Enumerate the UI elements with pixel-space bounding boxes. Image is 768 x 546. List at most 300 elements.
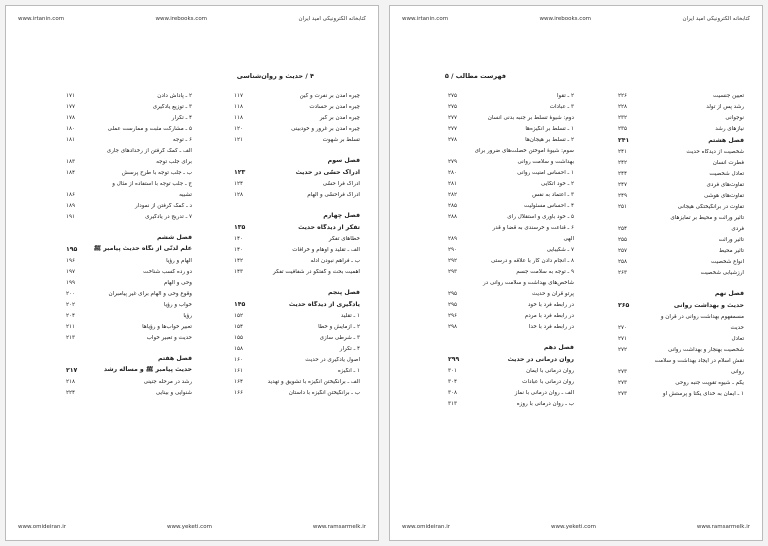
toc-entry[interactable] [66, 189, 192, 200]
page-header [402, 14, 750, 24]
toc-entry-title: انواع شخصیت [711, 258, 744, 265]
page-title: ۴ / حدیث و روان‌شناسی [236, 72, 314, 80]
toc-entry-title: روان درمانی با عبادات [522, 378, 574, 385]
toc-entry-title: در رابطه فرد با خود [527, 301, 574, 308]
toc-entry[interactable] [448, 365, 574, 376]
toc-page-number: ۱۸۱ [66, 136, 76, 143]
toc-column-left [448, 90, 574, 409]
toc-entry-title: ۴ ـ احساس مسئولیت [524, 202, 574, 209]
toc-page-number: ۳۱۳ [448, 400, 458, 407]
toc-entry[interactable] [66, 211, 192, 222]
toc-entry-title: الهی [563, 235, 574, 242]
toc-page-number: ۲۹۵ [448, 290, 458, 297]
toc-entry-title: ۲ ـ خود اتکایی [541, 180, 574, 187]
toc-entry[interactable] [618, 311, 744, 322]
toc-entry-title: ۲ ـ تقوا [556, 92, 574, 99]
toc-page-number: ۲۰۲ [66, 301, 76, 308]
toc-page-number: ۲۵۴ [618, 225, 628, 232]
toc-page-number: ۲۹۵ [448, 301, 458, 308]
toc-entry[interactable] [618, 267, 744, 278]
toc-page-number: ۳۰۱ [448, 367, 458, 374]
toc-page-number: ۱۲۳ [234, 168, 246, 176]
toc-entry[interactable] [66, 90, 192, 101]
toc-entry[interactable] [618, 157, 744, 168]
toc-page-number: ۲۸۹ [448, 235, 458, 242]
toc-page-number: ۲۰۴ [66, 312, 76, 319]
toc-page-number: ۱۳۵ [234, 223, 246, 231]
toc-entry-title: برای جلب توجه [156, 158, 192, 165]
toc-page-number: ۳۰۴ [448, 378, 458, 385]
toc-page-number: ۱۹۵ [66, 245, 78, 253]
toc-page-number: ۱۵۵ [234, 334, 244, 341]
toc-entry[interactable] [234, 354, 360, 365]
toc-page-number: ۱۴۵ [234, 300, 246, 308]
toc-entry-title: شخصیت بهنجار و بهداشت روانی [668, 346, 744, 353]
toc-entry-title: فصل چهارم [323, 211, 360, 219]
toc-page-number: ۲۹۳ [448, 268, 458, 275]
toc-entry[interactable] [234, 365, 360, 376]
toc-entry[interactable] [234, 343, 360, 354]
toc-heading[interactable] [234, 209, 360, 221]
right-page [389, 5, 763, 541]
toc-page-number: ۲۷۵ [448, 103, 458, 110]
toc-entry-title: خواب و رؤیا [163, 301, 192, 308]
toc-entry[interactable] [66, 288, 192, 299]
toc-heading[interactable] [66, 364, 192, 376]
toc-entry-title: حدیث [730, 324, 744, 331]
toc-entry-title: رشد در مرحله جنینی [143, 378, 192, 385]
toc-heading[interactable] [234, 286, 360, 298]
footer-link-center[interactable]: www.yeketi.com [167, 524, 212, 530]
toc-entry[interactable] [618, 256, 744, 267]
toc-entry[interactable] [618, 366, 744, 377]
toc-entry[interactable] [448, 277, 574, 288]
toc-entry[interactable] [66, 310, 192, 321]
toc-entry-title: ۷ ـ تدریج در یادگیری [145, 213, 192, 220]
header-library-name: کتابخانه الکترونیکی امید ایران [298, 16, 366, 22]
toc-entry-title: نقش اسلام در ایجاد بهداشت و سلامت [654, 357, 744, 364]
toc-heading[interactable] [234, 154, 360, 166]
toc-entry[interactable] [448, 178, 574, 189]
toc-entry-title: فصل هفتم [158, 354, 192, 362]
toc-entry[interactable] [618, 168, 744, 179]
toc-entry-title: ۹ ـ توجه به سلامت جسم [516, 268, 574, 275]
toc-entry-title: فصل پنجم [328, 288, 360, 296]
toc-column-left [66, 90, 192, 398]
header-link-center[interactable]: www.irebooks.com [155, 16, 208, 22]
toc-entry[interactable] [234, 266, 360, 277]
toc-page-number: ۱۲۰ [234, 125, 244, 132]
toc-entry-title: تأثیر وراثت [718, 236, 744, 243]
toc-entry-title: چیره آمدن بر حسادت [309, 103, 360, 110]
toc-page-number: ۱۶۰ [234, 356, 244, 363]
toc-entry[interactable] [618, 322, 744, 333]
toc-entry-title: روان درمانی با ایمان [526, 367, 574, 374]
toc-entry[interactable] [448, 310, 574, 321]
toc-entry-title: الف ـ روان درمانی با نماز [514, 389, 574, 396]
toc-page-number: ۲۹۶ [448, 312, 458, 319]
toc-page-number: ۲۴۷ [618, 181, 628, 188]
footer-link-left[interactable]: www.omideiran.ir [18, 524, 67, 530]
toc-entry[interactable] [618, 245, 744, 256]
toc-entry-title: تعیین جنسیت [713, 92, 744, 99]
toc-entry-title: ب ـ جلب توجه با طرح پرسش [121, 169, 192, 176]
toc-page-number: ۲۴۴ [618, 170, 628, 177]
toc-entry-title: ادراک فراحسّی و الهام [307, 191, 360, 198]
toc-entry[interactable] [448, 123, 574, 134]
toc-page-number: ۱۴۰ [234, 235, 244, 242]
toc-entry[interactable] [618, 223, 744, 234]
toc-entry[interactable] [618, 388, 744, 399]
toc-heading[interactable] [234, 298, 360, 310]
toc-entry-title: خطاهای تفکر [328, 235, 360, 242]
toc-page-number: ۲۹۸ [448, 323, 458, 330]
toc-entry-title: فطرت انسان [712, 159, 744, 166]
toc-page-number: ۲۹۲ [448, 257, 458, 264]
toc-entry-title: ۵ ـ مشارکت مثبت و ممارست عملی [107, 125, 192, 132]
toc-entry[interactable] [448, 288, 574, 299]
toc-page-number: ۱۸۰ [66, 125, 76, 132]
toc-entry[interactable] [66, 277, 192, 288]
toc-entry-title: ۳ ـ توزیع یادگیری [152, 103, 192, 110]
toc-entry[interactable] [448, 255, 574, 266]
toc-entry-title: الهام و رؤیا [166, 257, 192, 264]
toc-entry-title: ب ـ برانگیختن انگیزه با داستان [288, 389, 360, 396]
toc-entry-title: ب ـ روان درمانی با روزه [516, 400, 574, 407]
toc-entry-title: چیره آمدن بر کبر [319, 114, 360, 121]
toc-entry-title: حدیث و تعبیر خواب [146, 334, 192, 341]
toc-entry-title: روان درمانی در حدیث [507, 355, 574, 363]
toc-page-number: ۲۲۶ [618, 92, 628, 99]
toc-entry[interactable] [448, 189, 574, 200]
toc-heading[interactable] [234, 166, 360, 178]
toc-entry-title: رشد پس از تولّد [706, 103, 744, 110]
toc-entry-title: ادراک حسّی در حدیث [295, 168, 360, 176]
toc-column-right [234, 90, 360, 398]
toc-page-number: ۲۸۲ [448, 191, 458, 198]
toc-entry-title: ۳ ـ شرطی سازی [319, 334, 360, 341]
toc-column-right [618, 90, 744, 399]
toc-page-number: ۲۵۷ [618, 247, 628, 254]
toc-page-number: ۲۷۹ [448, 158, 458, 165]
toc-entry[interactable] [448, 398, 574, 409]
toc-page-number: ۱۵۲ [234, 312, 244, 319]
header-link-center[interactable]: www.irebooks.com [539, 16, 592, 22]
toc-page-number: ۲۱۸ [66, 378, 76, 385]
page-footer [18, 522, 366, 532]
toc-entry[interactable] [618, 190, 744, 201]
toc-entry[interactable] [448, 112, 574, 123]
toc-entry[interactable] [66, 332, 192, 343]
toc-entry-title: نوجوانی [725, 114, 744, 121]
toc-page-number: ۱۲۴ [234, 180, 244, 187]
toc-entry[interactable] [234, 90, 360, 101]
toc-entry[interactable] [66, 387, 192, 398]
toc-entry-title: ۱ ـ احساس امنیت روانی [517, 169, 574, 176]
toc-entry-title: الف ـ تقلید و اوهام و خرافات [292, 246, 360, 253]
toc-entry[interactable] [448, 156, 574, 167]
toc-entry-title: ب ـ فراهم نبودن ادلّه [310, 257, 360, 264]
toc-entry[interactable] [66, 178, 192, 189]
toc-entry[interactable] [234, 233, 360, 244]
toc-entry-title: وقوع وحی و الهام برای غیر پیامبران [108, 290, 192, 297]
toc-page-number: ۱۴۳ [234, 268, 244, 275]
toc-entry-title: رؤیا [183, 312, 192, 319]
toc-page-number: ۲۴۲ [618, 159, 628, 166]
toc-entry-title: پرتو قرآن و حدیث [532, 290, 574, 297]
toc-entry[interactable] [618, 201, 744, 212]
toc-page-number: ۲۵۱ [618, 203, 628, 210]
toc-entry-title: تأثیر محیط [719, 247, 744, 254]
toc-entry-title: بهداشت و سلامت روانی [517, 158, 574, 165]
toc-page-number: ۲۸۵ [448, 202, 458, 209]
toc-entry[interactable] [66, 112, 192, 123]
toc-entry[interactable] [234, 123, 360, 134]
toc-entry[interactable] [66, 167, 192, 178]
toc-entry-title: د ـ کمک گرفتن از نمودار [135, 202, 192, 209]
toc-entry[interactable] [234, 134, 360, 145]
toc-page-number: ۲۶۵ [618, 301, 630, 309]
toc-entry-title: چیره آمدن بر نفرت و کین [299, 92, 360, 99]
toc-entry[interactable] [618, 377, 744, 388]
toc-heading[interactable] [66, 352, 192, 364]
toc-entry-title: تعبیر خواب‌ها و رؤیاها [142, 323, 192, 330]
toc-entry-title: تأثیر وراثت و محیط بر تمایزهای [670, 214, 744, 221]
toc-entry-title: ۷ ـ شکیبایی [546, 246, 574, 253]
toc-page-number: ۱۴۲ [234, 257, 244, 264]
footer-link-right[interactable]: www.ramsarmelk.ir [312, 524, 366, 530]
toc-entry[interactable] [234, 376, 360, 387]
toc-page-number: ۱۹۶ [66, 257, 76, 264]
toc-entry-title: ۶ ـ قناعت و خرسندی به قضا و قدر [492, 224, 574, 231]
toc-entry[interactable] [448, 134, 574, 145]
toc-entry-title: ۴ ـ تکرار [339, 345, 360, 352]
toc-entry-title: ۲ ـ تسلّط بر هیجان‌ها [525, 136, 574, 143]
toc-page-number: ۲۸۱ [448, 180, 458, 187]
toc-entry-title: ادراک فرا حسّی [322, 180, 360, 187]
toc-page-number: ۱۷۱ [66, 92, 76, 99]
toc-entry[interactable] [234, 101, 360, 112]
toc-page-number: ۲۱۱ [66, 323, 76, 330]
toc-entry[interactable] [66, 299, 192, 310]
toc-entry[interactable] [618, 179, 744, 190]
toc-page-number: ۱۶۶ [234, 389, 244, 396]
toc-entry[interactable] [66, 255, 192, 266]
toc-entry-title: ۵ ـ خود باوری و استقلال رأی [507, 213, 574, 220]
toc-entry[interactable] [234, 178, 360, 189]
page-header [18, 14, 366, 24]
toc-heading[interactable] [66, 243, 192, 255]
toc-entry-title: الف ـ برانگیختن انگیزه با تشویق و تهدید [267, 378, 360, 385]
toc-page-number: ۲۴۱ [618, 148, 628, 155]
toc-page-number: ۱۸۹ [66, 202, 76, 209]
toc-entry[interactable] [234, 255, 360, 266]
toc-entry[interactable] [234, 112, 360, 123]
toc-entry[interactable] [448, 90, 574, 101]
toc-entry[interactable] [618, 146, 744, 157]
toc-entry[interactable] [448, 244, 574, 255]
toc-entry-title: فصل نهم [714, 289, 744, 297]
toc-entry-title: شخصیت از دیدگاه حدیث [686, 148, 744, 155]
toc-entry[interactable] [66, 376, 192, 387]
toc-entry[interactable] [448, 145, 574, 156]
toc-entry-title: ۳ ـ اعتماد به نفس [532, 191, 574, 198]
toc-page-number: ۱۸۳ [66, 158, 76, 165]
toc-entry[interactable] [448, 167, 574, 178]
toc-entry-title: حدیث و بهداشت روانی [673, 301, 744, 309]
toc-page-number: ۲۱۷ [66, 366, 78, 374]
toc-entry[interactable] [448, 101, 574, 112]
toc-page-number: ۱۶۱ [234, 367, 244, 374]
toc-entry[interactable] [234, 332, 360, 343]
toc-entry-title: یادگیری از دیدگاه حدیث [288, 300, 360, 308]
toc-page-number: ۲۵۵ [618, 236, 628, 243]
toc-page-number: ۱۸۴ [66, 169, 76, 176]
header-link-left[interactable]: www.irtanin.com [18, 16, 65, 22]
toc-page-number: ۲۹۰ [448, 246, 458, 253]
toc-entry-title: فصل ششم [156, 233, 192, 241]
toc-entry[interactable] [448, 211, 574, 222]
toc-entry-title: ۱ ـ انگیزه [337, 367, 360, 374]
toc-entry-title: اصول یادگیری در حدیث [305, 356, 360, 363]
toc-page-number: ۲۷۱ [618, 335, 628, 342]
toc-entry-title: فصل هشتم [708, 136, 744, 144]
toc-entry[interactable] [448, 233, 574, 244]
toc-entry-title: تعادل [731, 335, 744, 342]
toc-page-number: ۲۸۸ [448, 213, 458, 220]
footer-link-left[interactable]: www.omideiran.ir [402, 524, 451, 530]
toc-entry[interactable] [66, 134, 192, 145]
toc-entry-title: ۳ ـ عبادات [549, 103, 574, 110]
toc-page-number: ۱۱۷ [234, 92, 244, 99]
toc-entry-title: علم لدنّی از نگاه حدیث پیامبر ﷺ [93, 244, 192, 252]
toc-page-number: ۱۷۷ [66, 103, 76, 110]
toc-entry-title: وحی و الهام [163, 279, 192, 286]
toc-entry[interactable] [618, 90, 744, 101]
toc-entry[interactable] [618, 212, 744, 223]
header-library-name: کتابخانه الکترونیکی امید ایران [682, 16, 750, 22]
toc-entry-title: شنوایی و بینایی [155, 389, 192, 396]
toc-page-number: ۲۷۳ [618, 379, 628, 386]
toc-page-number: ۱۷۸ [66, 114, 76, 121]
toc-entry[interactable] [234, 387, 360, 398]
toc-page-number: ۲۷۲ [618, 346, 628, 353]
toc-page-number: ۲۵۸ [618, 258, 628, 265]
toc-entry-title: تعادل شخصیت [709, 170, 744, 177]
toc-entry[interactable] [448, 387, 574, 398]
toc-page-number: ۲۸۰ [448, 169, 458, 176]
toc-page-number: ۲۳۵ [618, 125, 628, 132]
footer-link-center[interactable]: www.yeketi.com [551, 524, 596, 530]
toc-page-number: ۲۷۷ [448, 125, 458, 132]
toc-entry-title: نیازهای رشد [715, 125, 744, 132]
toc-entry[interactable] [448, 299, 574, 310]
toc-page-number: ۲۷۳ [618, 390, 628, 397]
toc-entry[interactable] [618, 234, 744, 245]
toc-heading[interactable] [448, 353, 574, 365]
toc-heading[interactable] [234, 221, 360, 233]
toc-heading[interactable] [66, 231, 192, 243]
toc-entry-title: ارزشیابی شخصیت [700, 269, 744, 276]
header-link-left[interactable]: www.irtanin.com [402, 16, 449, 22]
toc-entry[interactable] [618, 101, 744, 112]
toc-entry-title: روانی [730, 368, 744, 375]
toc-heading[interactable] [618, 287, 744, 299]
toc-heading[interactable] [618, 134, 744, 146]
toc-entry[interactable] [66, 156, 192, 167]
toc-entry[interactable] [66, 123, 192, 134]
toc-page-number: ۲۷۸ [448, 136, 458, 143]
toc-entry[interactable] [618, 123, 744, 134]
toc-entry[interactable] [448, 222, 574, 233]
toc-entry-title: ۲ ـ آزمایش و خطا [318, 323, 360, 330]
toc-entry-title: تشبیه [179, 191, 192, 198]
toc-entry[interactable] [448, 376, 574, 387]
toc-entry-title: تفکر از دیدگاه حدیث [298, 223, 360, 231]
toc-page-number: ۲۰۰ [66, 290, 76, 297]
toc-page-number: ۲۲۴ [66, 389, 76, 396]
toc-entry-title: تسلط بر شهوت [322, 136, 360, 143]
toc-entry[interactable] [618, 333, 744, 344]
toc-entry-title: ۱ ـ تسلّط بر انگیزه‌ها [525, 125, 574, 132]
toc-entry[interactable] [66, 266, 192, 277]
toc-page-number: ۱۲۱ [234, 136, 244, 143]
toc-page-number: ۲۴۹ [618, 192, 628, 199]
toc-entry-title: تفاوت‌های فردی [706, 181, 744, 188]
toc-entry[interactable] [618, 355, 744, 366]
toc-heading[interactable] [618, 299, 744, 311]
toc-page-number: ۲۷۷ [448, 114, 458, 121]
toc-heading[interactable] [448, 341, 574, 353]
toc-entry-title: سوم: شیوهٔ آموختن خصلت‌های ضرور برای [474, 147, 574, 154]
toc-entry-title: در رابطه فرد با خدا [528, 323, 574, 330]
toc-page-number: ۲۷۰ [618, 324, 628, 331]
toc-entry[interactable] [66, 145, 192, 156]
toc-page-number: ۱۵۴ [234, 323, 244, 330]
toc-entry[interactable] [448, 200, 574, 211]
toc-entry[interactable] [618, 344, 744, 355]
toc-page-number: ۱۲۸ [234, 191, 244, 198]
toc-page-number: ۱۹۱ [66, 213, 76, 220]
toc-entry[interactable] [448, 266, 574, 277]
toc-entry-title: چیره آمدن بر غرور و خودبینی [291, 125, 360, 132]
toc-entry[interactable] [448, 321, 574, 332]
toc-entry-title: ۱ ـ تقلید [340, 312, 360, 319]
toc-entry[interactable] [234, 310, 360, 321]
toc-entry-title: در رابطه فرد با مردم [524, 312, 574, 319]
toc-entry-title: فردی [731, 225, 744, 232]
toc-page-number: ۱۱۸ [234, 103, 244, 110]
toc-entry-title: ۱ ـ ایمان به خدای یکتا و پرستش او [662, 390, 744, 397]
toc-entry[interactable] [66, 101, 192, 112]
toc-entry[interactable] [618, 112, 744, 123]
toc-entry[interactable] [66, 200, 192, 211]
toc-entry[interactable] [66, 321, 192, 332]
toc-entry[interactable] [234, 189, 360, 200]
toc-page-number: ۳۰۸ [448, 389, 458, 396]
toc-entry[interactable] [234, 244, 360, 255]
toc-entry-title: ۴ ـ تکرار [171, 114, 192, 121]
toc-entry[interactable] [234, 321, 360, 332]
toc-entry-title: ج ـ جلب توجه با استفاده از مثال و [112, 180, 192, 187]
toc-entry-title: ۲ ـ پاداش دادن [157, 92, 192, 99]
toc-entry-title: ۶ ـ توجه [172, 136, 192, 143]
page-title: فهرست مطالب / ۵ [444, 72, 506, 80]
toc-page-number: ۱۵۸ [234, 345, 244, 352]
footer-link-right[interactable]: www.ramsarmelk.ir [696, 524, 750, 530]
toc-entry-title: تفاوت در برانگیختگی هیجانی [677, 203, 744, 210]
page-footer [402, 522, 750, 532]
